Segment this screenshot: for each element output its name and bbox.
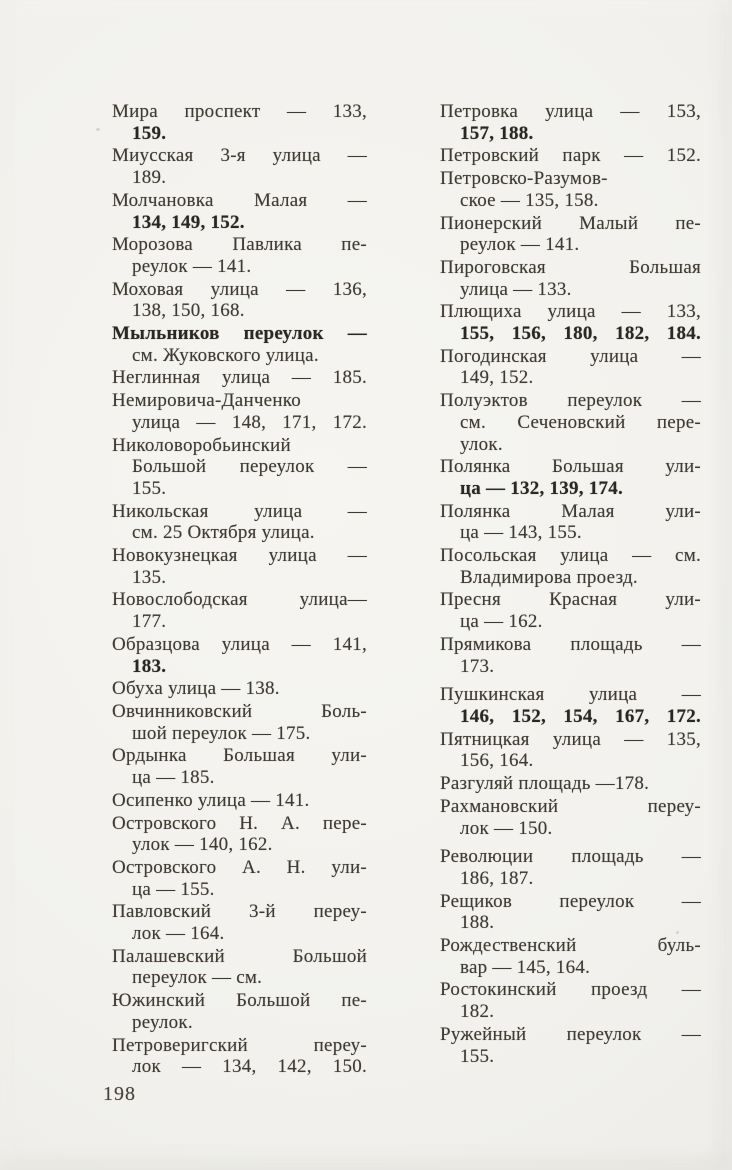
index-entry <box>440 501 701 544</box>
index-entry <box>112 1035 367 1078</box>
index-entry-line: лок — 150. <box>460 817 553 839</box>
index-entry-line: Полянка Малая ули- <box>440 500 701 522</box>
index-entry-line: шой переулок — 175. <box>132 722 311 744</box>
index-entry <box>440 145 701 167</box>
index-entry-line: Петроверигский переу- <box>112 1034 367 1056</box>
index-entry-line: Петровка улица — 153, <box>440 101 701 122</box>
index-entry <box>440 1024 701 1067</box>
index-entry-line: Погодинская улица — <box>440 345 701 367</box>
index-entry <box>440 456 701 499</box>
index-entry-line: Островского Н. А. пере- <box>112 812 367 834</box>
index-entry <box>112 190 367 233</box>
index-entry-line: Островского А. Н. ули- <box>112 856 367 878</box>
index-entry-line: 183. <box>132 655 167 677</box>
index-entry-line: улок — 140, 162. <box>132 834 273 856</box>
index-entry <box>112 990 367 1033</box>
index-entry-line: 156, 164. <box>460 750 534 772</box>
index-entry <box>440 846 701 889</box>
index-entry-line: Павловский 3-й переу- <box>112 901 367 923</box>
index-entry-line: Новокузнецкая улица — <box>112 545 367 567</box>
index-entry-line: см. 25 Октября улица. <box>132 522 315 544</box>
index-entry <box>440 979 701 1022</box>
index-entry <box>112 501 367 544</box>
index-entry-line: вар — 145, 164. <box>460 956 591 978</box>
index-entry-line: Плющиха улица — 133, <box>440 301 701 323</box>
index-entry-line: 146, 152, 154, 167, 172. <box>460 705 701 727</box>
index-entry-line: 138, 150, 168. <box>132 300 245 322</box>
index-entry-line: 155. <box>460 1045 495 1067</box>
index-entry <box>112 634 367 677</box>
index-entry <box>112 145 367 188</box>
index-entry-line: 159. <box>132 122 167 144</box>
index-entry <box>112 279 367 322</box>
index-entry-line: Пресня Красная ули- <box>440 589 701 611</box>
index-entry <box>440 935 701 978</box>
index-entry-line: Ордынка Большая ули- <box>112 745 367 767</box>
index-entry-line: 135. <box>132 566 167 588</box>
index-entry-line: Ростокинский проезд — <box>440 979 701 1001</box>
index-entry <box>112 678 367 700</box>
index-entry <box>440 796 701 839</box>
index-entry-line: реулок — 141. <box>460 234 580 256</box>
index-entry <box>440 101 701 144</box>
index-entry <box>440 684 701 727</box>
index-entry-line: 188. <box>460 912 495 934</box>
index-entry-line: Мира проспект — 133, <box>112 101 367 122</box>
index-entry-line: Немировича-Данченко <box>112 390 302 412</box>
index-entry-line: ское — 135, 158. <box>460 189 599 211</box>
index-column-right <box>440 101 701 1068</box>
index-entry <box>112 813 367 856</box>
index-entry-line: 182. <box>460 1001 495 1023</box>
index-entry <box>112 390 367 433</box>
index-entry <box>112 435 367 500</box>
index-entry-line: Рахмановский переу- <box>440 795 701 817</box>
index-entry-line: Пятницкая улица — 135, <box>440 728 701 750</box>
index-entry-line: Разгуляй площадь —178. <box>440 773 650 795</box>
index-entry-line: ца — 143, 155. <box>460 522 582 544</box>
index-entry-line: 189. <box>132 167 167 189</box>
index-entry-line: 177. <box>132 611 167 633</box>
index-entry-line: Молчановка Малая — <box>112 189 367 211</box>
index-entry <box>440 213 701 256</box>
index-entry-line: реулок. <box>132 1011 193 1033</box>
index-entry-line: Никольская улица — <box>112 500 367 522</box>
index-entry-line: Морозова Павлика пе- <box>112 234 367 256</box>
index-entry-line: улица — 133. <box>460 278 572 300</box>
index-entry-line: Рождественский буль- <box>440 935 701 957</box>
index-entry <box>440 390 701 455</box>
index-entry-line: Моховая улица — 136, <box>112 278 367 300</box>
index-entry-line: Рещиков переулок — <box>440 890 701 912</box>
index-entry-line: лок — 164. <box>132 923 225 945</box>
index-entry-line: реулок — 141. <box>132 255 252 277</box>
index-entry-line: Ружейный переулок — <box>440 1023 701 1045</box>
index-entry-line: Осипенко улица — 141. <box>112 789 310 811</box>
index-entry-line: 134, 149, 152. <box>132 211 245 233</box>
index-entry-line: Миусская 3-я улица — <box>112 145 367 167</box>
index-entry <box>112 367 367 389</box>
index-entry-line: 149, 152. <box>460 367 534 389</box>
index-entry-line: лок — 134, 142, 150. <box>132 1056 367 1078</box>
index-entry <box>440 773 701 795</box>
index-entry <box>112 790 367 812</box>
index-entry <box>440 301 701 344</box>
index-entry <box>440 168 701 211</box>
index-entry-line: Революции площадь — <box>440 846 701 868</box>
index-entry-line: см. Жуковского улица. <box>132 344 319 366</box>
index-entry-line: 155, 156, 180, 182, 184. <box>460 323 701 345</box>
index-entry-line: Новослободская улица— <box>112 589 367 611</box>
scan-speck <box>96 128 100 131</box>
index-entry-line: Южинский Большой пе- <box>112 990 367 1012</box>
index-entry-line: Посольская улица — см. <box>440 545 701 567</box>
index-entry-line: Полянка Большая ули- <box>440 456 701 478</box>
index-entry <box>112 323 367 366</box>
index-entry-line: 186, 187. <box>460 867 534 889</box>
index-entry <box>112 589 367 632</box>
index-entry <box>112 234 367 277</box>
index-entry-line: Палашевский Большой <box>112 945 367 967</box>
index-entry-line: см. Сеченовский пере- <box>460 411 701 433</box>
index-entry <box>440 589 701 632</box>
index-entry-line: Большой переулок — <box>132 456 367 478</box>
index-entry <box>440 545 701 588</box>
index-entry-line: 155. <box>132 477 167 499</box>
index-entry-line: Обуха улица — 138. <box>112 678 280 700</box>
index-entry-line: Петровский парк — 152. <box>440 145 701 167</box>
index-entry-line: Пироговская Большая <box>440 256 701 278</box>
index-entry-line: Пушкинская улица — <box>440 684 701 706</box>
index-entry-line: ца — 155. <box>132 878 215 900</box>
index-entry-line: Мыльников переулок — <box>112 323 367 345</box>
index-entry <box>440 891 701 934</box>
index-entry-line: ца — 185. <box>132 767 215 789</box>
index-entry <box>440 346 701 389</box>
index-entry-line: Николоворобьинский <box>112 434 291 456</box>
index-entry-line: Образцова улица — 141, <box>112 633 367 655</box>
index-entry-line: 157, 188. <box>460 122 534 144</box>
index-entry <box>112 101 367 144</box>
index-entry-line: Владимирова проезд. <box>460 566 638 588</box>
index-entry-line: ца — 132, 139, 174. <box>460 477 623 499</box>
index-entry <box>112 946 367 989</box>
index-entry-line: 173. <box>460 655 495 677</box>
index-entry <box>440 257 701 300</box>
index-entry-line: ца — 162. <box>460 611 543 633</box>
index-entry-line: Неглинная улица — 185. <box>112 367 367 389</box>
page-number: 198 <box>103 1083 136 1105</box>
index-entry-line: Пионерский Малый пе- <box>440 212 701 234</box>
index-entry <box>112 857 367 900</box>
index-entry-line: Овчинниковский Боль- <box>112 700 367 722</box>
index-entry-line: улица — 148, 171, 172. <box>132 411 367 433</box>
scan-speck <box>676 931 679 934</box>
index-entry <box>440 729 701 772</box>
index-entry <box>112 545 367 588</box>
index-column-left <box>112 101 367 1079</box>
index-entry-line: Прямикова площадь — <box>440 633 701 655</box>
index-entry <box>112 701 367 744</box>
index-entry-line: улок. <box>460 433 503 455</box>
index-entry-line: переулок — см. <box>132 967 263 989</box>
index-entry-line: Петровско-Разумов- <box>440 168 608 190</box>
index-entry-line: Полуэктов переулок — <box>440 390 701 412</box>
index-entry <box>440 634 701 677</box>
index-entry <box>112 745 367 788</box>
index-entry <box>112 901 367 944</box>
